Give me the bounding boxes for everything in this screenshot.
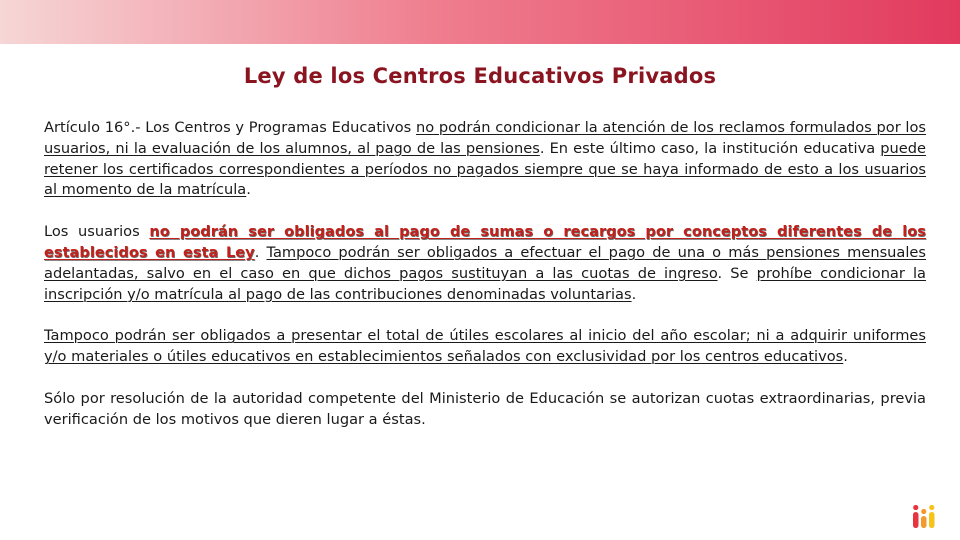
article-paragraph-2: [44, 222, 926, 305]
p1-underlined-1: no podrán condicionar la atención de los reclamos formulados por los usuarios, ni la evaluación de los alumnos, al pago de las pensiones: [44, 119, 927, 157]
p2-text-2: .: [254, 243, 267, 261]
article-paragraph-3: [44, 326, 926, 368]
page-title: Ley de los Centros Educativos Privados: [243, 64, 717, 88]
institution-logo-icon: [910, 503, 938, 531]
p1-text-1: Artículo 16°.- Los Centros y Programas Educativos: [44, 119, 416, 136]
p1-text-2: . En este último caso, la institución educativa: [539, 139, 881, 157]
logo-bar-right: [929, 512, 935, 528]
logo-bar-left: [913, 512, 919, 528]
p2-highlighted-text: no podrán ser obligados al pago de sumas o recargos por conceptos diferentes de los establecidos en esta Ley: [44, 223, 926, 261]
p2-text-4: .: [631, 285, 637, 303]
p1-underlined-2: puede retener los certificados correspondientes a períodos no pagados siempre que se haya informado de esto a los usuarios al momento de la matrícula: [44, 139, 927, 199]
logo-dot-middle: [921, 509, 926, 514]
logo-bar-middle: [921, 516, 927, 528]
header-gradient-bar: [0, 0, 960, 44]
article-paragraph-4: [44, 389, 926, 431]
p4-text-1: Sólo por resolución de la autoridad competente del Ministerio de Educación se autorizan cuotas extraordinarias, previa verificación de los motivos que dieren lugar a éstas.: [44, 389, 926, 428]
p3-text-1: .: [843, 348, 848, 366]
logo-dot-left: [913, 505, 918, 510]
p2-underlined-1: Tampoco podrán ser obligados a efectuar el pago de una o más pensiones mensuales adelantadas, salvo en el caso en que dichos pagos sustituyan a las cuotas de ingreso: [44, 243, 926, 282]
p2-underlined-2: prohíbe condicionar la inscripción y/o matrícula al pago de las contribuciones denominadas voluntarias: [44, 264, 926, 303]
logo-dot-right: [929, 505, 934, 510]
p2-text-3: . Se: [717, 264, 757, 282]
p1-text-3: .: [246, 181, 251, 199]
article-body: [44, 118, 926, 431]
article-paragraph-1: [44, 118, 926, 201]
p3-underlined-1: Tampoco podrán ser obligados a presentar el total de útiles escolares al inicio del año escolar; ni a adquirir uniformes y/o materiales o útiles educativos en establecimientos señalados con exclusividad por los centros educativos: [44, 327, 926, 366]
p2-text-1: Los usuarios: [44, 223, 150, 241]
